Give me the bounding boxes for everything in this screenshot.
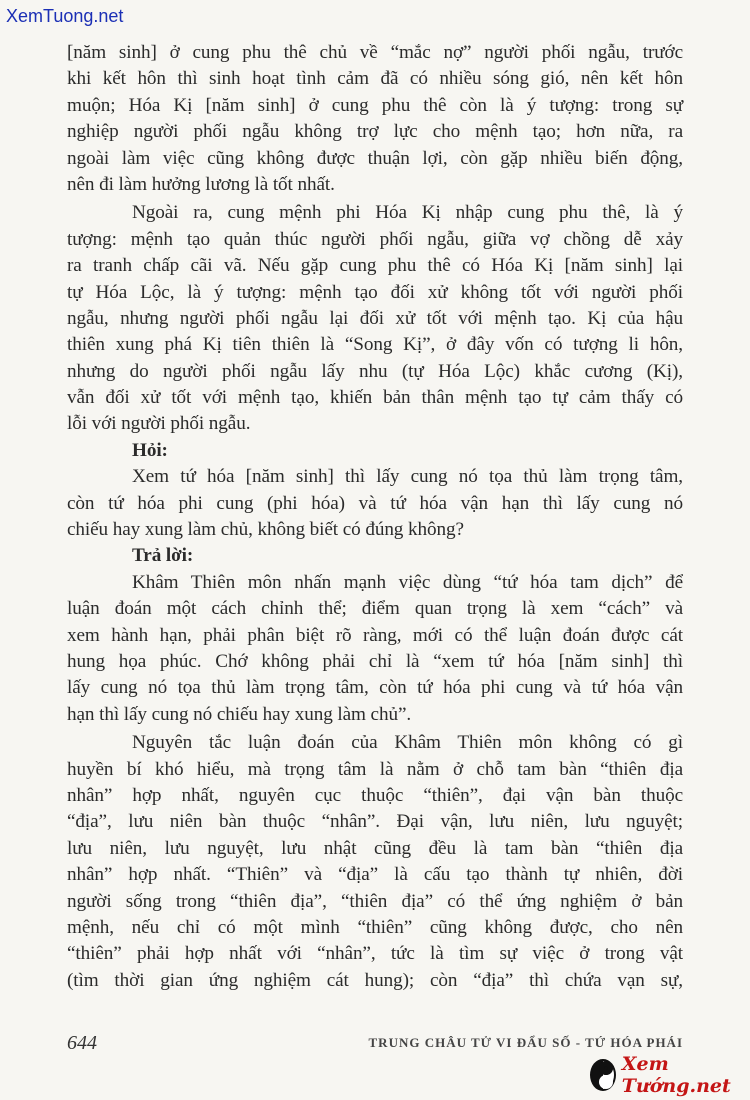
watermark-text: XemTuong.net <box>6 6 124 26</box>
text-line: hung họa phúc. Chớ không phải chỉ là “xem tứ hóa [năm sinh] thì <box>67 650 683 672</box>
yin-yang-icon <box>590 1059 616 1091</box>
text-line: xem hành hạn, phải phân biệt rõ ràng, mới có thể luận đoán được cát <box>67 624 683 646</box>
text-line: muộn; Hóa Kị [năm sinh] ở cung phu thê còn là ý tượng: trong sự <box>67 94 683 116</box>
text-line: lấy cung nó tọa thủ làm trọng tâm, còn tứ hóa phi cung và tứ hóa vận <box>67 677 683 699</box>
text-line: huyền bí khó hiểu, mà trọng tâm là nằm ở chỗ tam bàn “thiên địa <box>67 758 683 780</box>
text-line: thiên xung phá Kị tiên thiên là “Song Kị”, ở đây vốn có tượng li hôn, <box>67 334 683 356</box>
text-line: khi kết hôn thì sinh hoạt tình cảm đã có nhiều sóng gió, nên kết hôn <box>67 68 683 90</box>
text-line: [năm sinh] ở cung phu thê chủ về “mắc nợ” người phối ngẫu, trước <box>67 42 683 63</box>
text-line: mệnh, nếu chỉ có một mình “thiên” cũng không được, cho nên <box>67 916 683 938</box>
text-line: Khâm Thiên môn nhấn mạnh việc dùng “tứ hóa tam dịch” để <box>132 571 683 593</box>
text-line: ngoài làm việc cũng không được thuận lợi, còn gặp nhiều biến động, <box>67 147 683 169</box>
text-line: ra tranh chấp cãi vã. Nếu gặp cung phu thê có Hóa Kị [năm sinh] lại <box>67 255 683 277</box>
running-title: TRUNG CHÂU TỬ VI ĐẨU SỐ - TỨ HÓA PHÁI <box>368 1035 683 1050</box>
answer-heading: Trả lời: <box>132 545 194 567</box>
text-line: nhưng do người phối ngẫu lấy nhu (tự Hóa Lộc) khắc cương (Kị), <box>67 360 683 382</box>
text-line: hạn thì lấy cung nó chiếu hay xung làm chủ”. <box>67 703 412 725</box>
page-number: 644 <box>67 1032 97 1054</box>
text-line: ngẫu, nhưng người phối ngẫu lại đối xử tốt với mệnh tạo. Kị của hậu <box>67 307 683 329</box>
question-heading: Hỏi: <box>132 439 168 461</box>
text-line: lưu niên, lưu nguyệt, lưu nhật cũng đều là tam bàn “thiên địa <box>67 837 683 859</box>
text-line: tượng: mệnh tạo quản thúc người phối ngẫu, giữa vợ chồng dễ xảy <box>67 228 683 250</box>
text-line: Xem tứ hóa [năm sinh] thì lấy cung nó tọa thủ làm trọng tâm, <box>132 466 683 488</box>
text-line: Nguyên tắc luận đoán của Khâm Thiên môn không có gì <box>132 732 683 754</box>
logo-text: Xem Tướng.net <box>621 1053 731 1097</box>
text-line: nên đi làm hưởng lương là tốt nhất. <box>67 173 335 195</box>
text-line: luận đoán một cách chỉnh thể; điểm quan trọng là xem “cách” và <box>67 598 683 620</box>
text-line: nghiệp người phối ngẫu không trợ lực cho mệnh tạo; hơn nữa, ra <box>67 121 683 143</box>
text-line: lỗi với người phối ngẫu. <box>67 413 251 435</box>
page-body <box>67 40 683 994</box>
text-line: tự Hóa Lộc, là ý tượng: mệnh tạo đối xử không tốt với người phối <box>67 281 683 303</box>
text-line: Ngoài ra, cung mệnh phi Hóa Kị nhập cung phu thê, là ý <box>132 202 683 224</box>
text-line: nhân” hợp nhất. “Thiên” và “địa” là cấu tạo thành tự nhiên, đời <box>67 864 683 886</box>
text-line: chiếu hay xung làm chủ, không biết có đúng không? <box>67 519 464 541</box>
site-logo <box>590 1055 748 1095</box>
text-line: “thiên” phải hợp nhất với “nhân”, tức là tìm sự việc ở trong vật <box>67 943 683 965</box>
text-line: “địa”, lưu niên bàn thuộc “nhân”. Đại vận, lưu niên, lưu nguyệt; <box>67 811 683 833</box>
text-line: còn tứ hóa phi cung (phi hóa) và tứ hóa vận hạn thì lấy cung nó <box>67 492 683 514</box>
text-line: người sống trong “thiên địa”, “thiên địa” có thể ứng nghiệm ở bản <box>67 890 683 912</box>
text-line: vẫn đối xử tốt với mệnh tạo, khiến bản thân mệnh tạo tự cảm thấy có <box>67 387 683 409</box>
text-line: nhân” hợp nhất, nguyên cục thuộc “thiên”, đại vận bàn thuộc <box>67 784 683 806</box>
text-line: (tìm thời gian ứng nghiệm cát hung); còn “địa” thì chứa vạn sự, <box>67 969 683 991</box>
